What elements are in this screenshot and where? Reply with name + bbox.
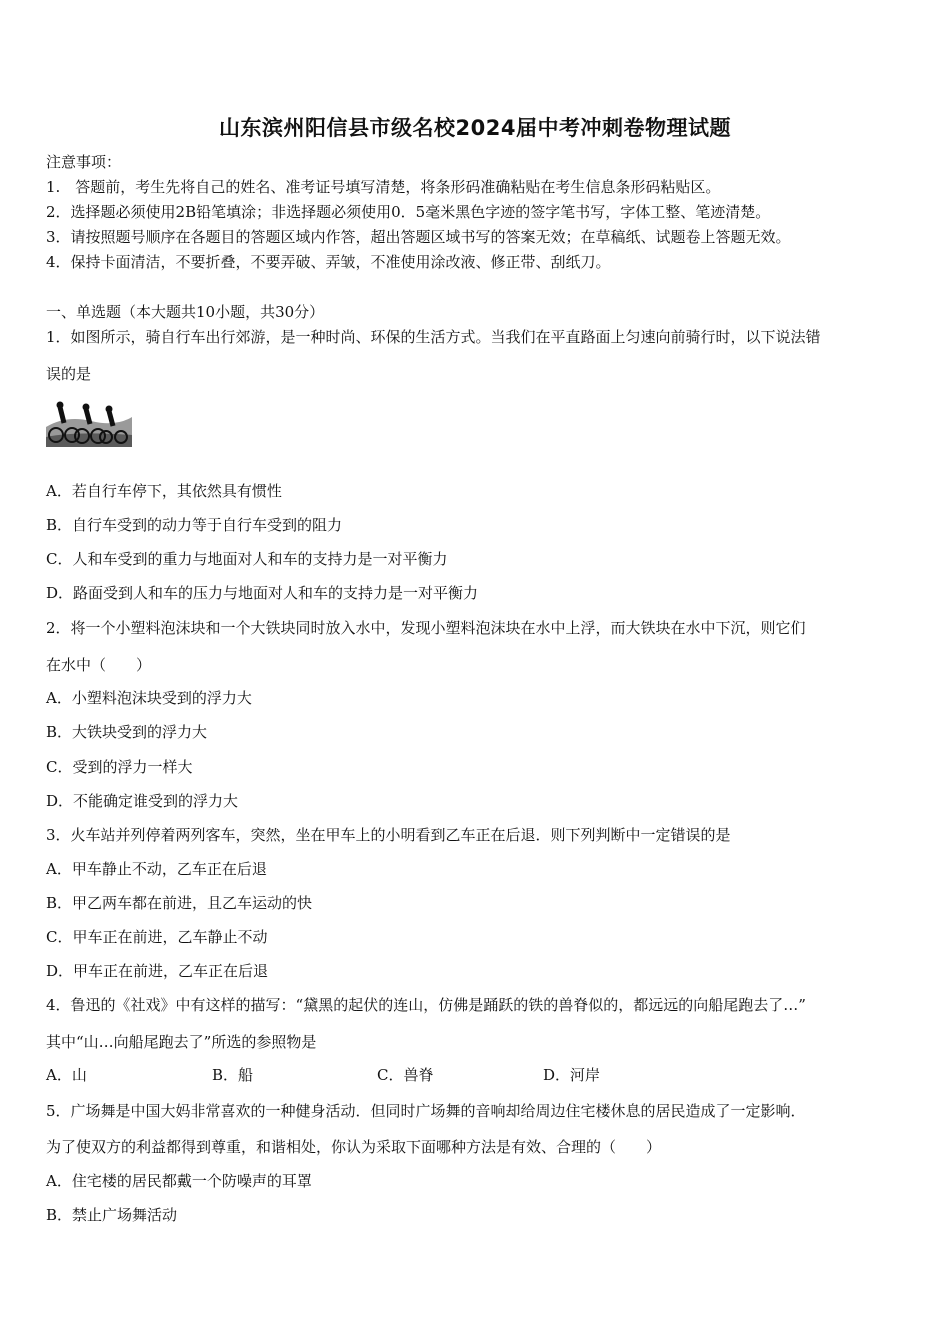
notes-item: 4．保持卡面清洁，不要折叠，不要弄破、弄皱，不准使用涂改液、修正带、刮纸刀。: [46, 253, 611, 271]
question-3-stem: 3．火车站并列停着两列客车，突然，坐在甲车上的小明看到乙车正在后退．则下列判断中一定错误的是: [46, 826, 731, 844]
question-3-option-c: C．甲车正在前进，乙车静止不动: [46, 928, 268, 946]
question-4-option-c: C．兽脊: [377, 1066, 434, 1084]
question-2-option-b: B．大铁块受到的浮力大: [46, 723, 208, 741]
question-2-option-c: C．受到的浮力一样大: [46, 758, 193, 776]
question-4-option-b: B．船: [212, 1066, 254, 1084]
section-heading: 一、单选题（本大题共10小题，共30分）: [46, 303, 325, 321]
question-4-stem: 4．鲁迅的《社戏》中有这样的描写：“黛黑的起伏的连山，仿佛是踊跃的铁的兽脊似的，都远远的向船尾跑去了…”: [46, 996, 806, 1014]
question-1-option-b: B．自行车受到的动力等于自行车受到的阻力: [46, 516, 343, 534]
question-1-option-a: A．若自行车停下，其依然具有惯性: [46, 482, 282, 500]
question-5-option-a: A．住宅楼的居民都戴一个防噪声的耳罩: [46, 1172, 312, 1190]
question-1-option-d: D．路面受到人和车的压力与地面对人和车的支持力是一对平衡力: [46, 584, 479, 602]
question-5-option-b: B．禁止广场舞活动: [46, 1206, 178, 1224]
question-2-option-a: A．小塑料泡沫块受到的浮力大: [46, 689, 252, 707]
question-4-options: [46, 1064, 746, 1084]
page-title: 山东滨州阳信县市级名校2024届中考冲刺卷物理试题: [219, 116, 731, 140]
question-1-stem-cont: 误的是: [46, 365, 92, 383]
question-4-stem-cont: 其中“山…向船尾跑去了”所选的参照物是: [46, 1033, 317, 1051]
notes-item: 1. 答题前，考生先将自己的姓名、准考证号填写清楚，将条形码准确粘贴在考生信息条形码粘贴区。: [46, 178, 721, 196]
question-3-option-b: B．甲乙两车都在前进，且乙车运动的快: [46, 894, 313, 912]
notes-heading: 注意事项：: [46, 153, 122, 171]
question-3-option-a: A．甲车静止不动，乙车正在后退: [46, 860, 267, 878]
notes-item: 3．请按照题号顺序在各题目的答题区域内作答，超出答题区域书写的答案无效；在草稿纸、试题卷上答题无效。: [46, 228, 791, 246]
question-2-stem-cont: 在水中（ ）: [46, 656, 152, 674]
question-1-stem: 1．如图所示，骑自行车出行郊游，是一种时尚、环保的生活方式。当我们在平直路面上匀速向前骑行时，以下说法错: [46, 328, 821, 346]
question-4-option-d: D．河岸: [543, 1066, 601, 1084]
question-3-option-d: D．甲车正在前进，乙车正在后退: [46, 962, 269, 980]
question-4-option-a: A．山: [46, 1066, 87, 1084]
notes-item: 2．选择题必须使用2B铅笔填涂；非选择题必须使用0．5毫米黑色字迹的签字笔书写，字体工整、笔迹清楚。: [46, 203, 771, 221]
question-5-stem: 5．广场舞是中国大妈非常喜欢的一种健身活动．但同时广场舞的音响却给周边住宅楼休息的居民造成了一定影响．: [46, 1102, 806, 1120]
question-2-option-d: D．不能确定谁受到的浮力大: [46, 792, 239, 810]
question-5-stem-cont: 为了使双方的利益都得到尊重，和谐相处，你认为采取下面哪种方法是有效、合理的（ ）: [46, 1138, 662, 1156]
cyclists-figure: [46, 397, 132, 447]
question-1-option-c: C．人和车受到的重力与地面对人和车的支持力是一对平衡力: [46, 550, 448, 568]
question-2-stem: 2．将一个小塑料泡沫块和一个大铁块同时放入水中，发现小塑料泡沫块在水中上浮，而大铁块在水中下沉，则它们: [46, 619, 806, 637]
